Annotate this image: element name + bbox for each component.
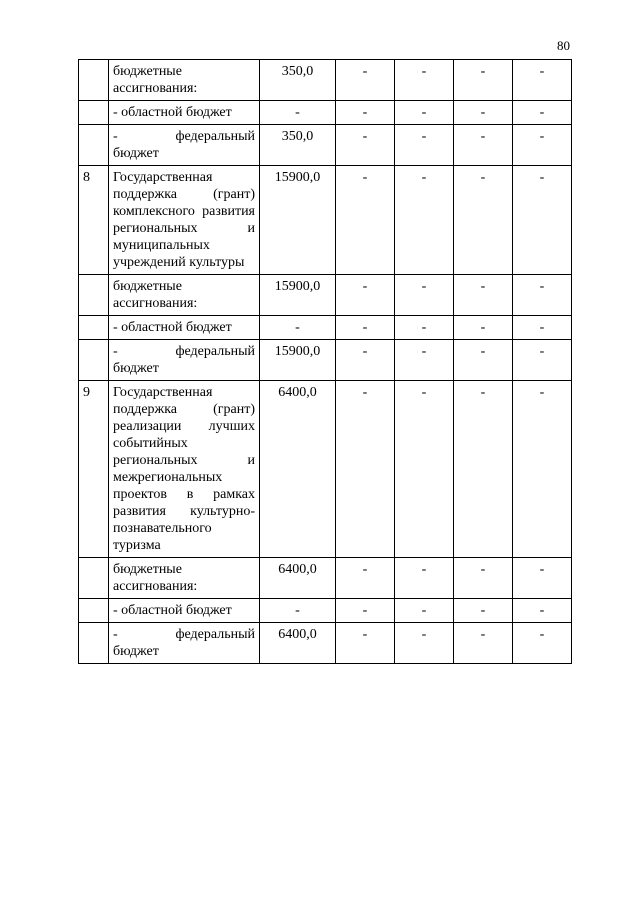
table-row: [79, 558, 572, 599]
row-name-cell: - областной бюджет: [109, 316, 260, 340]
page-number: 80: [557, 38, 570, 53]
name-budget: бюджет: [113, 146, 159, 161]
table-row: [79, 125, 572, 166]
row-name-cell: Государственная поддержка (грант) реализации лучших событийных региональных и межрегиональных проектов в рамках развития культурно-познавательного туризма: [109, 381, 260, 558]
row-number-cell: [79, 125, 109, 166]
row-total-cell: -: [260, 101, 336, 125]
row-total-cell: -: [260, 599, 336, 623]
name-federal: федеральный: [175, 129, 255, 144]
row-name-cell: бюджетные ассигнования:: [109, 275, 260, 316]
row-year2-cell: -: [395, 340, 454, 381]
row-year4-cell: -: [513, 125, 572, 166]
row-year2-cell: -: [395, 60, 454, 101]
row-year3-cell: -: [454, 623, 513, 664]
row-year1-cell: -: [336, 599, 395, 623]
name-dash: -: [113, 627, 118, 642]
row-year1-cell: -: [336, 340, 395, 381]
table-row: [79, 275, 572, 316]
row-name-cell: [109, 340, 260, 381]
row-year1-cell: -: [336, 275, 395, 316]
row-year4-cell: -: [513, 340, 572, 381]
row-year3-cell: -: [454, 166, 513, 275]
table-row: [79, 60, 572, 101]
row-year1-cell: -: [336, 316, 395, 340]
name-federal: федеральный: [175, 344, 255, 359]
row-year2-cell: -: [395, 558, 454, 599]
row-year4-cell: -: [513, 623, 572, 664]
row-number-cell: [79, 275, 109, 316]
row-year3-cell: -: [454, 101, 513, 125]
row-number-cell: [79, 623, 109, 664]
row-year3-cell: -: [454, 275, 513, 316]
row-total-cell: 15900,0: [260, 166, 336, 275]
row-name-cell: - областной бюджет: [109, 599, 260, 623]
row-year4-cell: -: [513, 316, 572, 340]
row-year4-cell: -: [513, 166, 572, 275]
row-year3-cell: -: [454, 60, 513, 101]
row-year3-cell: -: [454, 340, 513, 381]
row-year1-cell: -: [336, 166, 395, 275]
name-federal: федеральный: [175, 627, 255, 642]
row-total-cell: 6400,0: [260, 623, 336, 664]
table-row: [79, 623, 572, 664]
row-year3-cell: -: [454, 125, 513, 166]
row-total-cell: 6400,0: [260, 558, 336, 599]
row-number-cell: [79, 60, 109, 101]
row-number-cell: [79, 558, 109, 599]
row-year3-cell: -: [454, 558, 513, 599]
row-year1-cell: -: [336, 125, 395, 166]
row-name-cell: Государственная поддержка (грант) комплексного развития региональных и муниципальных учреждений культуры: [109, 166, 260, 275]
row-year4-cell: -: [513, 558, 572, 599]
row-year2-cell: -: [395, 623, 454, 664]
row-total-cell: 350,0: [260, 125, 336, 166]
row-year1-cell: -: [336, 101, 395, 125]
row-year1-cell: -: [336, 60, 395, 101]
name-budget: бюджет: [113, 644, 159, 659]
name-budget: бюджет: [113, 361, 159, 376]
table-row: [79, 101, 572, 125]
row-total-cell: 350,0: [260, 60, 336, 101]
row-number-cell: [79, 101, 109, 125]
row-year4-cell: -: [513, 599, 572, 623]
row-name-cell: [109, 623, 260, 664]
row-year4-cell: -: [513, 381, 572, 558]
row-number-cell: [79, 316, 109, 340]
row-number-cell: [79, 340, 109, 381]
name-dash: -: [113, 344, 118, 359]
row-year3-cell: -: [454, 316, 513, 340]
row-year2-cell: -: [395, 101, 454, 125]
row-total-cell: 15900,0: [260, 275, 336, 316]
table-row: [79, 340, 572, 381]
row-number-cell: [79, 599, 109, 623]
row-year2-cell: -: [395, 316, 454, 340]
row-total-cell: 6400,0: [260, 381, 336, 558]
budget-table: [78, 59, 572, 664]
row-total-cell: 15900,0: [260, 340, 336, 381]
row-number-cell: 8: [79, 166, 109, 275]
row-year4-cell: -: [513, 101, 572, 125]
row-name-cell: - областной бюджет: [109, 101, 260, 125]
row-total-cell: -: [260, 316, 336, 340]
row-year2-cell: -: [395, 599, 454, 623]
row-name-cell: бюджетные ассигнования:: [109, 558, 260, 599]
row-year2-cell: -: [395, 166, 454, 275]
row-year2-cell: -: [395, 125, 454, 166]
row-year3-cell: -: [454, 599, 513, 623]
row-name-cell: [109, 125, 260, 166]
row-year1-cell: -: [336, 381, 395, 558]
row-number-cell: 9: [79, 381, 109, 558]
table-row: [79, 166, 572, 275]
table-row: [79, 316, 572, 340]
name-dash: -: [113, 129, 118, 144]
row-year1-cell: -: [336, 623, 395, 664]
table-row: [79, 599, 572, 623]
row-year4-cell: -: [513, 60, 572, 101]
row-year1-cell: -: [336, 558, 395, 599]
row-year2-cell: -: [395, 275, 454, 316]
row-year2-cell: -: [395, 381, 454, 558]
row-year4-cell: -: [513, 275, 572, 316]
row-year3-cell: -: [454, 381, 513, 558]
row-name-cell: бюджетные ассигнования:: [109, 60, 260, 101]
table-row: [79, 381, 572, 558]
